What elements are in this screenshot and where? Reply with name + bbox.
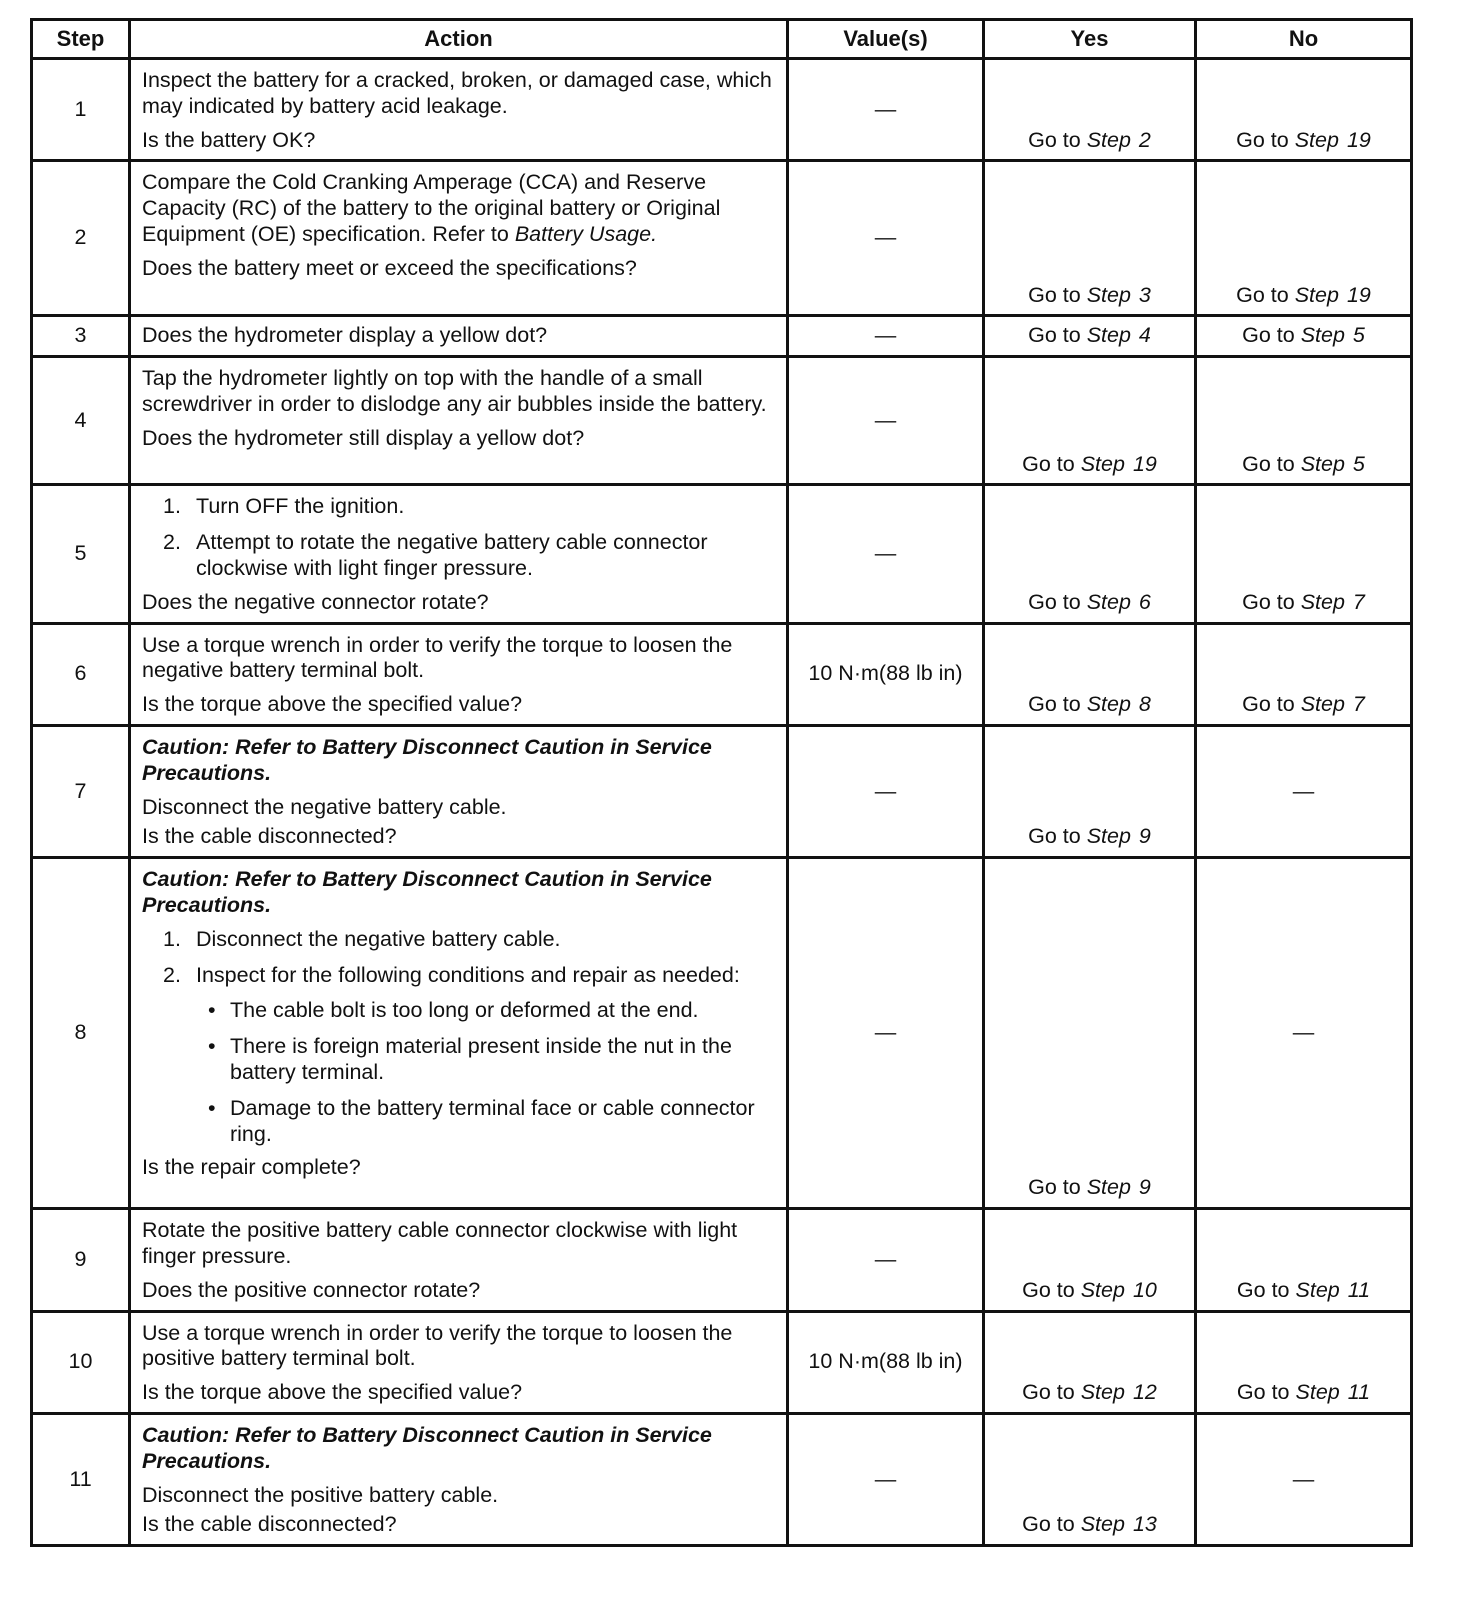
goto-step-number: 11 [1347,1277,1371,1302]
goto-step-number: 8 [1138,692,1151,717]
step-number: 8 [32,858,130,1209]
yes-goto[interactable] [984,59,1196,161]
yes-goto[interactable] [984,1413,1196,1545]
bullet-item: • There is foreign material present inside the nut in the battery terminal. [208,1034,732,1084]
value-cell: — [788,59,984,161]
goto-prefix: Go to [1028,323,1081,348]
no-value-cell: — [1196,1413,1412,1545]
goto-prefix: Go to [1028,1175,1081,1200]
list-item: 2. Attempt to rotate the negative battery cable connector clockwise with light finger pressure. [163,530,708,580]
goto-prefix: Go to [1028,824,1081,849]
goto-step-number: 19 [1346,282,1371,307]
goto-step-number: 13 [1132,1512,1157,1537]
table-row [32,1311,1412,1413]
goto-prefix: Go to [1242,692,1295,717]
goto-step-word: Step [1080,1277,1125,1302]
goto-prefix: Go to [1028,692,1081,717]
numbered-list [142,494,776,581]
goto-prefix: Go to [1028,282,1081,307]
step-number: 5 [32,485,130,623]
goto-prefix: Go to [1236,282,1289,307]
table-row [32,485,1412,623]
table-row [32,1413,1412,1545]
bullet-item-text: The cable bolt is too long or deformed at the end. [230,998,699,1023]
yes-goto[interactable] [984,485,1196,623]
action-question: Does the battery meet or exceed the specifications? [142,255,637,280]
list-item-text: Disconnect the negative battery cable. [196,926,561,951]
goto-prefix: Go to [1022,1512,1075,1537]
table-row [32,161,1412,316]
goto-step-word: Step [1086,589,1131,614]
header-row [32,20,1412,59]
table-row [32,1209,1412,1311]
action-cell [130,1413,788,1545]
list-item-text: Turn OFF the ignition. [196,494,405,519]
action-text-main: Compare the Cold Cranking Amperage (CCA) and Reserve Capacity (RC) of the battery to the original battery or Original Equipment (OE) specification. Refer to [142,170,721,246]
step-number: 10 [32,1311,130,1413]
goto-step-word: Step [1300,692,1345,717]
no-value-cell: — [1196,858,1412,1209]
yes-goto[interactable] [984,1311,1196,1413]
caution-text: Caution: Refer to Battery Disconnect Caution in Service Precautions. [142,734,712,785]
step-number: 11 [32,1413,130,1545]
numbered-list [142,927,776,1148]
goto-prefix: Go to [1236,1380,1290,1405]
action-question: Is the cable disconnected? [142,824,397,849]
action-question: Is the battery OK? [142,127,316,152]
value-cell: — [788,858,984,1209]
no-value-cell: — [1196,725,1412,857]
goto-step-word: Step [1300,323,1345,348]
step-number: 1 [32,59,130,161]
list-item: 1. Turn OFF the ignition. [163,494,405,519]
action-question: Is the torque above the specified value? [142,1380,523,1405]
goto-step-number: 6 [1138,589,1151,614]
action-cell [130,623,788,725]
goto-step-word: Step [1080,451,1125,476]
no-goto[interactable] [1196,1209,1412,1311]
yes-goto[interactable] [984,316,1196,357]
goto-step-number: 7 [1352,692,1365,717]
action-question: Is the repair complete? [142,1155,361,1180]
yes-goto[interactable] [984,357,1196,485]
header-action: Action [130,20,788,59]
no-goto[interactable] [1196,59,1412,161]
goto-step-number: 2 [1138,127,1151,152]
goto-step-word: Step [1086,1175,1131,1200]
goto-prefix: Go to [1236,1277,1290,1302]
value-cell: — [788,357,984,485]
action-text: Disconnect the positive battery cable. [142,1482,499,1507]
action-text [142,170,776,247]
table-row [32,59,1412,161]
yes-goto[interactable] [984,623,1196,725]
no-goto[interactable] [1196,623,1412,725]
action-text: Use a torque wrench in order to verify the torque to loosen the positive battery terminal bolt. [142,1320,733,1371]
step-number: 4 [32,357,130,485]
goto-step-word: Step [1300,589,1345,614]
value-cell: — [788,161,984,316]
bullet-item-text: Damage to the battery terminal face or cable connector ring. [230,1095,755,1146]
no-goto[interactable] [1196,485,1412,623]
value-cell: 10 N·m(88 lb in) [788,1311,984,1413]
goto-step-word: Step [1295,1380,1340,1405]
goto-step-number: 12 [1132,1380,1157,1405]
goto-step-number: 3 [1138,282,1151,307]
action-cell [130,59,788,161]
goto-step-word: Step [1086,127,1131,152]
action-question: Is the torque above the specified value? [142,692,523,717]
goto-step-number: 9 [1138,1175,1151,1200]
header-yes: Yes [984,20,1196,59]
goto-step-number: 11 [1347,1380,1371,1405]
action-question: Does the positive connector rotate? [142,1277,481,1302]
yes-goto[interactable] [984,858,1196,1209]
action-question: Does the hydrometer still display a yellow dot? [142,425,585,450]
value-cell: — [788,485,984,623]
action-text: Use a torque wrench in order to verify the torque to loosen the negative battery terminal bolt. [142,632,733,683]
table-row [32,858,1412,1209]
no-goto[interactable] [1196,161,1412,316]
header-no: No [1196,20,1412,59]
value-cell: — [788,316,984,357]
goto-step-word: Step [1080,1380,1125,1405]
caution-text: Caution: Refer to Battery Disconnect Caution in Service Precautions. [142,1422,712,1473]
step-number: 9 [32,1209,130,1311]
value-cell: 10 N·m(88 lb in) [788,623,984,725]
value-cell: — [788,725,984,857]
action-cell [130,161,788,316]
goto-step-word: Step [1086,824,1131,849]
table-row [32,357,1412,485]
bullet-item-text: There is foreign material present inside the nut in the battery terminal. [230,1034,732,1084]
action-cell [130,485,788,623]
action-question: Does the negative connector rotate? [142,589,489,614]
bullet-list [196,998,776,1147]
action-text: Disconnect the negative battery cable. [142,794,507,819]
action-text: Tap the hydrometer lightly on top with the handle of a small screwdriver in order to dislodge any air bubbles inside the battery. [142,366,767,417]
action-cell [130,1209,788,1311]
yes-goto[interactable] [984,161,1196,316]
action-cell [130,1311,788,1413]
goto-step-number: 9 [1138,824,1151,849]
goto-step-number: 5 [1352,323,1365,348]
goto-step-number: 5 [1352,451,1365,476]
goto-prefix: Go to [1242,451,1295,476]
action-cell [130,858,788,1209]
list-item: 2. Inspect for the following conditions and repair as needed: • The cable bolt is too long or deformed at the end. • There is foreign material present inside the nut in the battery terminal. • Damage to the battery terminal face or cable connector ring. [142,963,776,1148]
table-row [32,623,1412,725]
goto-step-number: 19 [1132,451,1157,476]
step-number: 6 [32,623,130,725]
value-cell: — [788,1413,984,1545]
list-item: 1. Disconnect the negative battery cable. [163,926,561,951]
goto-step-word: Step [1294,282,1339,307]
table-header [32,20,1412,59]
action-cell [130,316,788,357]
action-question: Does the hydrometer display a yellow dot? [142,323,548,348]
goto-step-word: Step [1086,282,1131,307]
action-text-reference: Battery Usage. [514,221,658,246]
goto-prefix: Go to [1022,1277,1075,1302]
table-row [32,316,1412,357]
goto-step-word: Step [1300,451,1345,476]
yes-goto[interactable] [984,1209,1196,1311]
table-row [32,725,1412,857]
action-text: Rotate the positive battery cable connector clockwise with light finger pressure. [142,1218,738,1268]
list-item-text: Inspect for the following conditions and repair as needed: [196,962,740,987]
action-cell [130,725,788,857]
goto-prefix: Go to [1236,127,1289,152]
diagnostic-table [30,18,1413,1547]
step-number: 2 [32,161,130,316]
goto-step-word: Step [1295,1277,1340,1302]
goto-prefix: Go to [1022,1380,1075,1405]
header-step: Step [32,20,130,59]
goto-prefix: Go to [1022,451,1075,476]
caution-text: Caution: Refer to Battery Disconnect Caution in Service Precautions. [142,867,712,917]
bullet-item: • Damage to the battery terminal face or cable connector ring. [208,1095,755,1146]
goto-step-word: Step [1080,1512,1125,1537]
step-number: 7 [32,725,130,857]
goto-step-number: 19 [1346,127,1371,152]
goto-step-word: Step [1294,127,1339,152]
list-item-text: Attempt to rotate the negative battery cable connector clockwise with light finger pressure. [196,530,708,580]
yes-goto[interactable] [984,725,1196,857]
no-goto[interactable] [1196,1311,1412,1413]
step-number: 3 [32,316,130,357]
no-goto[interactable] [1196,316,1412,357]
goto-step-number: 7 [1352,589,1365,614]
goto-prefix: Go to [1242,589,1295,614]
goto-prefix: Go to [1028,127,1081,152]
goto-step-number: 4 [1138,323,1151,348]
goto-prefix: Go to [1242,323,1295,348]
no-goto[interactable] [1196,357,1412,485]
action-question: Is the cable disconnected? [142,1512,397,1537]
goto-prefix: Go to [1028,589,1081,614]
goto-step-word: Step [1086,692,1131,717]
value-cell: — [788,1209,984,1311]
action-cell [130,357,788,485]
bullet-item: • The cable bolt is too long or deformed at the end. [208,998,699,1023]
action-text: Inspect the battery for a cracked, broken, or damaged case, which may indicated by battery acid leakage. [142,68,772,118]
goto-step-number: 10 [1132,1277,1157,1302]
goto-step-word: Step [1086,323,1131,348]
header-values: Value(s) [788,20,984,59]
